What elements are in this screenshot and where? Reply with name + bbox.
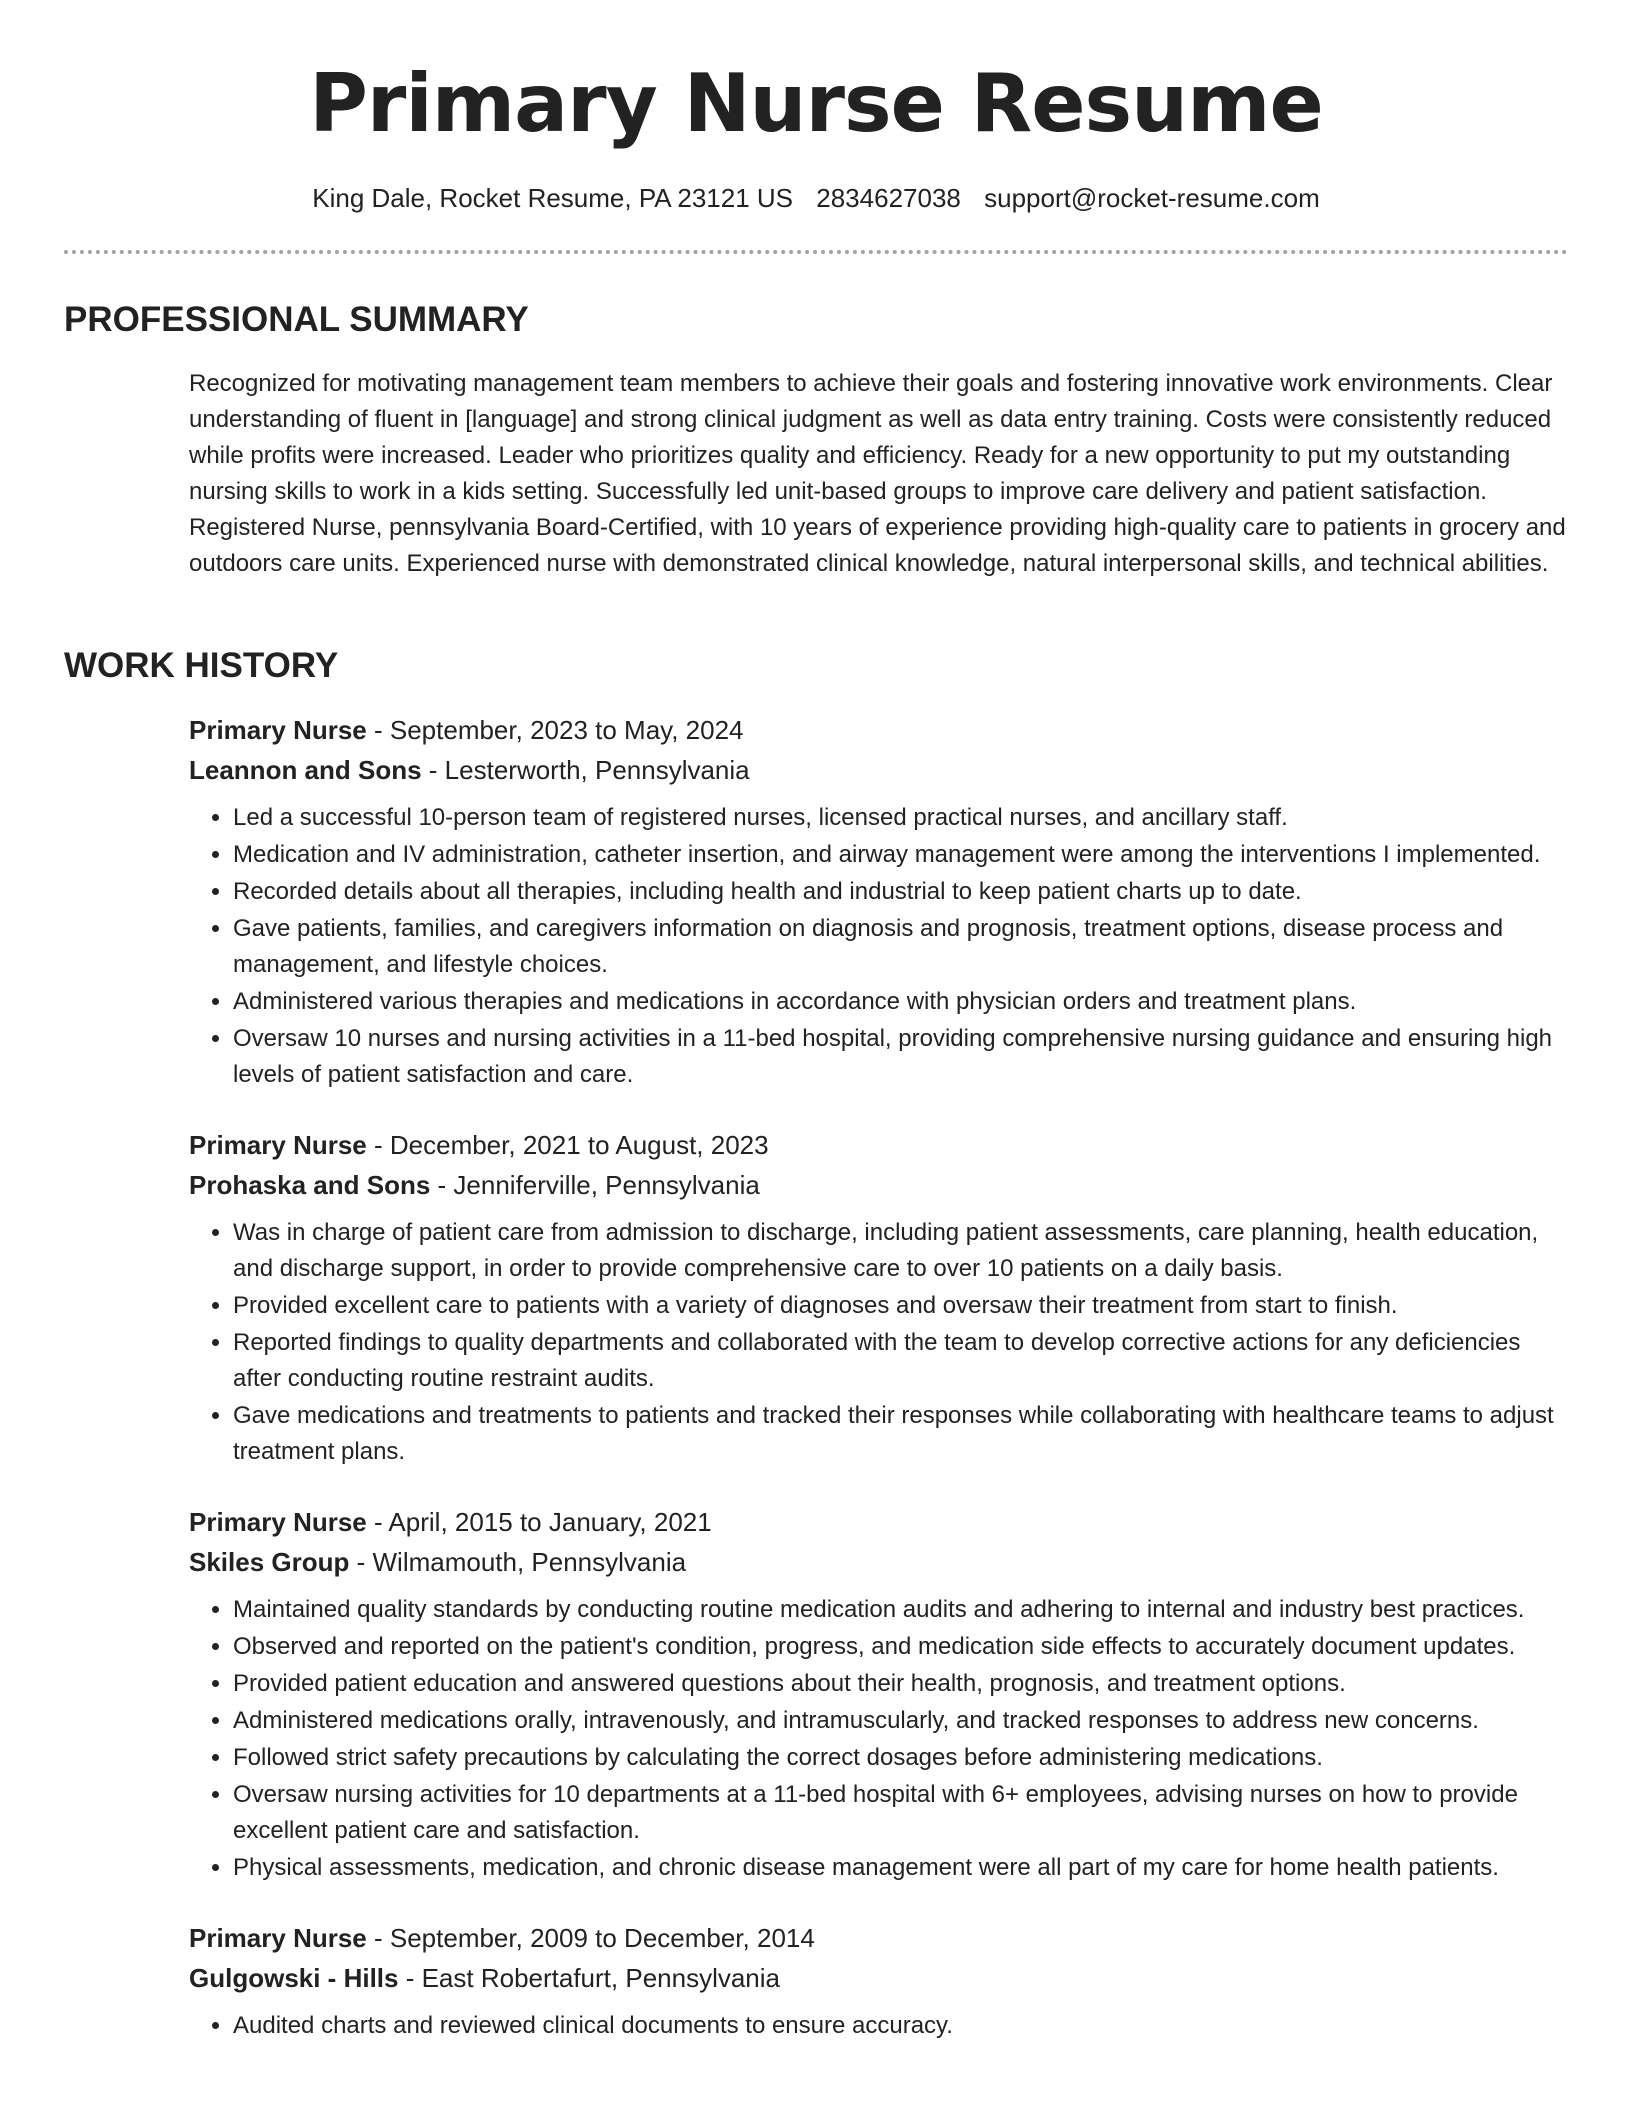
duty-item: • Oversaw nursing activities for 10 departments at a 11-bed hospital with 6+ employees, advising nurses on how to provide excellent patient care and satisfaction. — [233, 1777, 1568, 1849]
duty-item: • Was in charge of patient care from admission to discharge, including patient assessments, care planning, health education, and discharge support, in order to provide comprehensive care to over 10 patients on a daily basis. — [233, 1215, 1568, 1287]
job-company-line — [189, 1542, 1568, 1582]
job-entry — [189, 1125, 1568, 1470]
job-entry — [189, 1918, 1568, 2044]
job-company-line — [189, 750, 1568, 790]
page-title: Primary Nurse Resume — [309, 57, 1323, 150]
duty-item: • Physical assessments, medication, and chronic disease management were all part of my care for home health patients. — [233, 1850, 1568, 1886]
duty-item: • Oversaw 10 nurses and nursing activities in a 11-bed hospital, providing comprehensive nursing guidance and ensuring high levels of patient satisfaction and care. — [233, 1021, 1568, 1093]
job-title-line — [189, 710, 1568, 750]
job-company: Leannon and Sons — [189, 755, 422, 785]
duty-item: • Provided patient education and answered questions about their health, prognosis, and treatment options. — [233, 1666, 1568, 1702]
duty-item: • Observed and reported on the patient's condition, progress, and medication side effects to accurately document updates. — [233, 1629, 1568, 1665]
duty-item: • Gave medications and treatments to patients and tracked their responses while collaborating with healthcare teams to adjust treatment plans. — [233, 1398, 1568, 1470]
job-duties — [189, 1215, 1568, 1470]
duty-item: • Provided excellent care to patients with a variety of diagnoses and oversaw their treatment from start to finish. — [233, 1288, 1568, 1324]
contact-address: King Dale, Rocket Resume, PA 23121 US — [312, 183, 794, 213]
header-divider — [64, 250, 1568, 254]
job-duties — [189, 2008, 1568, 2044]
job-company: Gulgowski - Hills — [189, 1963, 399, 1993]
job-title-line — [189, 1125, 1568, 1165]
job-location: - Jenniferville, Pennsylvania — [430, 1170, 760, 1200]
duty-item: • Administered medications orally, intravenously, and intramuscularly, and tracked responses to address new concerns. — [233, 1703, 1568, 1739]
job-company-line — [189, 1165, 1568, 1205]
job-title-line — [189, 1918, 1568, 1958]
job-title: Primary Nurse — [189, 1507, 367, 1537]
duty-item: • Gave patients, families, and caregivers information on diagnosis and prognosis, treatment options, disease process and management, and lifestyle choices. — [233, 911, 1568, 983]
duty-item: • Maintained quality standards by conducting routine medication audits and adhering to internal and industry best practices. — [233, 1592, 1568, 1628]
duty-item: • Medication and IV administration, catheter insertion, and airway management were among the interventions I implemented. — [233, 837, 1568, 873]
work-history — [189, 710, 1568, 2076]
summary-text: Recognized for motivating management team members to achieve their goals and fostering innovative work environments. Clear understanding of fluent in [language] and strong clinical judgment as well as data entry training. Costs were consistently reduced while profits were increased. Leader who prioritizes quality and efficiency. Ready for a new opportunity to put my outstanding nursing skills to work in a kids setting. Successfully led unit-based groups to improve care delivery and patient satisfaction. Registered Nurse, pennsylvania Board-Certified, with 10 years of experience providing high-quality care to patients in grocery and outdoors care units. Experienced nurse with demonstrated clinical knowledge, natural interpersonal skills, and technical abilities. — [189, 370, 1566, 577]
duty-item: • Led a successful 10-person team of registered nurses, licensed practical nurses, and ancillary staff. — [233, 800, 1568, 836]
duty-item: • Administered various therapies and medications in accordance with physician orders and treatment plans. — [233, 984, 1568, 1020]
job-title: Primary Nurse — [189, 1923, 367, 1953]
job-entry — [189, 1502, 1568, 1886]
job-title: Primary Nurse — [189, 715, 367, 745]
job-title-line — [189, 1502, 1568, 1542]
job-entry — [189, 710, 1568, 1093]
job-location: - East Robertafurt, Pennsylvania — [398, 1963, 781, 1993]
duty-item: • Audited charts and reviewed clinical documents to ensure accuracy. — [233, 2008, 1568, 2044]
job-title: Primary Nurse — [189, 1130, 367, 1160]
job-duties — [189, 1592, 1568, 1886]
contact-email: support@rocket-resume.com — [984, 183, 1320, 213]
summary-heading: PROFESSIONAL SUMMARY — [64, 300, 529, 339]
contact-phone: 2834627038 — [816, 183, 961, 213]
job-location: - Lesterworth, Pennsylvania — [421, 755, 750, 785]
job-dates: - September, 2009 to December, 2014 — [366, 1923, 815, 1953]
work-history-heading: WORK HISTORY — [64, 646, 339, 685]
duty-item: • Reported findings to quality departments and collaborated with the team to develop corrective actions for any deficiencies after conducting routine restraint audits. — [233, 1325, 1568, 1397]
job-company: Prohaska and Sons — [189, 1170, 431, 1200]
job-duties — [189, 800, 1568, 1093]
duty-item: • Recorded details about all therapies, including health and industrial to keep patient charts up to date. — [233, 874, 1568, 910]
job-company-line — [189, 1958, 1568, 1998]
job-dates: - September, 2023 to May, 2024 — [366, 715, 744, 745]
job-company: Skiles Group — [189, 1547, 350, 1577]
job-location: - Wilmamouth, Pennsylvania — [349, 1547, 687, 1577]
duty-item: • Followed strict safety precautions by calculating the correct dosages before administering medications. — [233, 1740, 1568, 1776]
job-dates: - April, 2015 to January, 2021 — [366, 1507, 712, 1537]
job-dates: - December, 2021 to August, 2023 — [366, 1130, 769, 1160]
contact-info — [0, 180, 1632, 216]
